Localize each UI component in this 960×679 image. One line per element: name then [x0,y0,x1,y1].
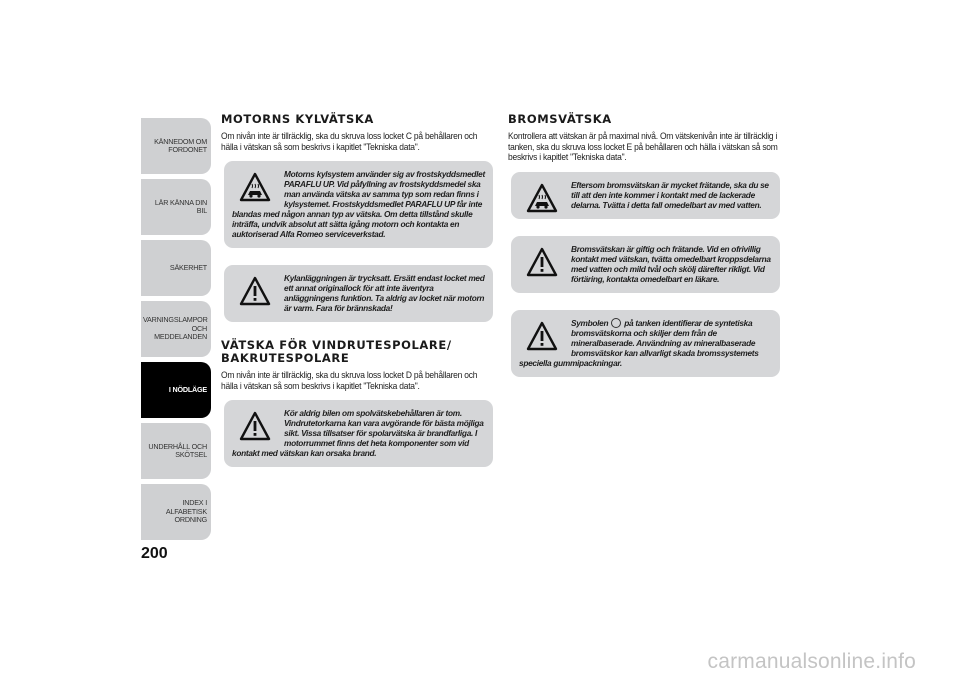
note-giftig [511,236,780,293]
tab-sakerhet[interactable]: SÄKERHET [141,240,211,296]
watermark: carmanualsonline.info [707,650,916,673]
page-number: 200 [141,545,168,562]
note-trycksatt [224,265,493,322]
warning-icon [525,246,559,278]
tab-lar-kanna[interactable]: LÄR KÄNNA DIN BIL [141,179,211,235]
warning-icon [525,320,559,352]
tab-varningslampor[interactable]: VARNINGSLAMPOR OCH MEDDELANDEN [141,301,211,357]
synthetic-brake-fluid-icon [611,318,621,328]
note-spolvatska-text: Kör aldrig bilen om spolvätskebehållaren är tom. Vindrutetorkarna kan vara avgörande för bästa möjliga sikt. Vissa tillsatser för spolarvätska är brandfarliga. I motorrummet finns det heta komponenter som vid kontakt med vätskan kan orsaka brand. [232,408,484,459]
car-corrosion-icon [238,171,272,203]
note-spolvatska [224,400,493,467]
tab-underhall[interactable]: UNDERHÅLL OCH SKÖTSEL [141,423,211,479]
note-trycksatt-text: Kylanläggningen är trycksatt. Ersätt endast locket med ett annat originallock för att inte äventyra anläggningens funktion. Ta aldrig av locket när motorn är varm. Fara för brännskada! [284,273,485,314]
tab-i-nodlage[interactable]: I NÖDLÄGE [141,362,211,418]
right-column [508,113,780,394]
note-frostskydd [224,161,493,248]
warning-icon [238,275,272,307]
note-fratande-lack [511,172,780,219]
note-symbol-text: Symbolen på tanken identifierar de syntetiska bromsvätskorna och skiljer dem från de mineralbaserade. Användning av mineralbaserade bromsvätskor kan allvarligt skada bromssystemets speciella gummipackningar. [519,317,759,368]
tab-kannedom[interactable]: KÄNNEDOM OM FORDONET [141,118,211,174]
note-frostskydd-text: Motorns kylsystem använder sig av frostskyddsmedlet PARAFLU UP. Vid påfyllning av frostskyddsmedel ska man använda vätska av samma typ som redan finns i kylsystemet. Frostskyddsmedlet PARAFLU UP får inte blandas med någon annan typ av vätska. Om detta tillstånd skulle inträffa, undvik absolut att sätta igång motorn och kontakta en auktoriserad Alfa Romeo serviceverkstad. [232,169,485,240]
body-bromsvatska: Kontrollera att vätskan är på maximal nivå. Om vätskenivån inte är tillräcklig i tanken, ska du skruva loss locket E på behållaren och hälla i vätskan så som beskrivs i kapitlet "Tekniska data". [508,131,778,163]
heading-motorns-kylvatska: MOTORNS KYLVÄTSKA [221,112,374,126]
car-corrosion-icon [525,182,559,214]
left-column [221,113,493,484]
body-kylvatska: Om nivån inte är tillräcklig, ska du skruva loss locket C på behållaren och hälla i vätskan så som beskrivs i kapitlet "Tekniska data". [221,131,478,152]
note-symbol [511,310,780,377]
body-spolarvatska: Om nivån inte är tillräcklig, ska du skruva loss locket D på behållaren och hälla i vätskan så som beskrivs i kapitlet "Tekniska data". [221,370,478,391]
heading-bromsvatska: BROMSVÄTSKA [508,112,612,126]
tab-index[interactable]: INDEX I ALFABETISK ORDNING [141,484,211,540]
note-giftig-text: Bromsvätskan är giftig och frätande. Vid en ofrivillig kontakt med vätskan, tvätta omedelbart kroppsdelarna med vatten och mild tvål och skölj därefter rikligt. Vid förtäring, kontakta omedelbart en läkare. [571,243,771,284]
note-fratande-lack-text: Eftersom bromsvätskan är mycket frätande, ska du se till att den inte kommer i kontakt med de lackerade delarna. Tvätta i detta fall omedelbart av med vatten. [571,179,769,210]
warning-icon [238,410,272,442]
heading-spolarvatska: VÄTSKA FÖR VINDRUTESPOLARE/ BAKRUTESPOLARE [221,338,452,366]
